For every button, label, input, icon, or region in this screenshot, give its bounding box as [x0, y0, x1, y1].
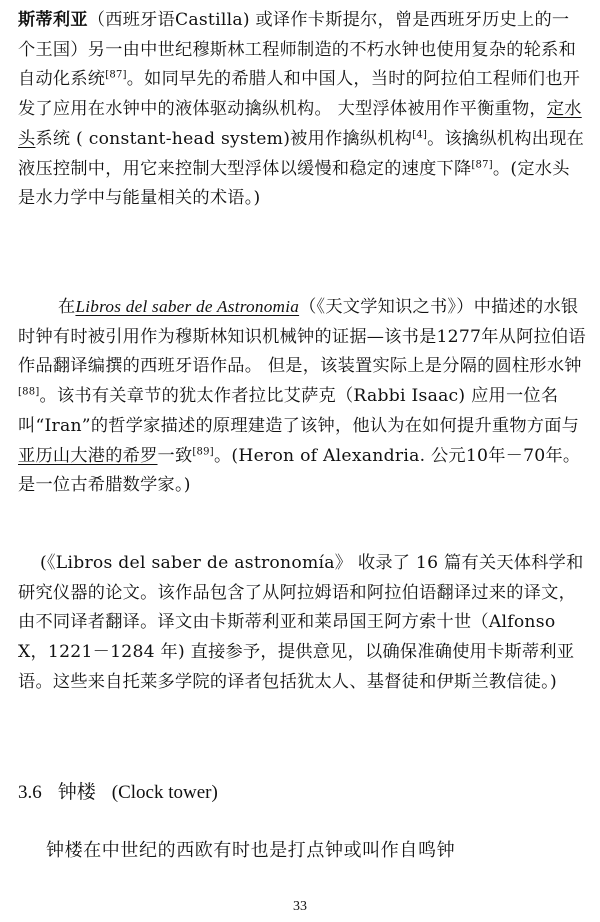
term-heron-of-alexandria: 亚历山大港的希罗 — [18, 445, 158, 466]
paragraph-clock-tower: 钟楼在中世纪的西欧有时也是打点钟或叫作自鸣钟 — [46, 840, 456, 861]
paragraph-libros-note: (《Libros del saber de astronomía》 收录了 16 篇有关天体科学和研究仪器的论文。该作品包含了从阿拉姆语和阿拉伯语翻译过来的译文，由不同译者翻译。译文由卡斯蒂利亚和莱昂国王阿方索十世（Alfonso X，1221－1284 年) 直接参予，提供意见，以确保准确使用卡斯蒂利亚语。这些来自托莱多学院的译者包括犹太人、基督徒和伊斯兰教信徒。) — [18, 553, 584, 692]
citation-87-b: [87] — [471, 158, 493, 170]
text-span: 在 — [58, 297, 76, 317]
term-constant-head: 定水头 — [18, 99, 582, 149]
text-span: 。该擒纵机构出现在液压控制中，用它来控制大型浮体以缓慢和稳定的速度下降 — [18, 128, 585, 179]
page-number: 33 — [293, 899, 307, 914]
text-span: 一致 — [157, 445, 193, 466]
section-number: 3.6 — [18, 782, 42, 803]
book-title-libros: Libros del saber de Astronomia — [75, 297, 300, 316]
citation-87: [87] — [105, 69, 127, 81]
citation-4: [4] — [412, 129, 428, 141]
citation-88: [88] — [18, 386, 40, 398]
paragraph-water-clock-castile — [18, 6, 586, 214]
section-title: 钟楼 — [57, 782, 96, 803]
text-span: 。如同早先的希腊人和中国人，当时的阿拉伯工程师们也开发了应用在水钟中的液体驱动擒纵机构。 大型浮体被用作平衡重物， — [18, 69, 581, 120]
text-span: 。该书有关章节的犹太作者拉比艾萨克（Rabbi Isaac) 应用一位名叫“Iran”的哲学家描述的原理建造了该钟，他认为在如何提升重物方面与 — [18, 386, 580, 436]
text-span: （《天文学知识之书》）中描述的水银时钟有时被引用作为穆斯林知识机械钟的证据—该书是1277年从阿拉伯语作品翻译编撰的西班牙语作品。 但是，该装置实际上是分隔的圆柱形水钟 — [18, 297, 586, 377]
section-subtitle: (Clock tower) — [111, 782, 218, 803]
section-heading — [18, 777, 234, 804]
text-span: （西班牙语Castilla) 或译作卡斯提尔，曾是西班牙历史上的一个王国）另一由中世纪穆斯林工程师制造的不朽水钟也使用复杂的轮系和自动化系统 — [18, 10, 577, 90]
text-span: 。(Heron of Alexandria. 公元10年－70年。是一位古希腊数学家。) — [18, 445, 581, 496]
paragraph-libros-del-saber — [18, 292, 586, 501]
text-span: 系统 ( constant-head system)被用作擒纵机构 — [35, 128, 413, 149]
text-span: 。(定水头是水力学中与能量相关的术语。) — [18, 158, 570, 209]
term-castile: 斯蒂利亚 — [18, 10, 88, 30]
citation-89: [89] — [192, 445, 214, 457]
